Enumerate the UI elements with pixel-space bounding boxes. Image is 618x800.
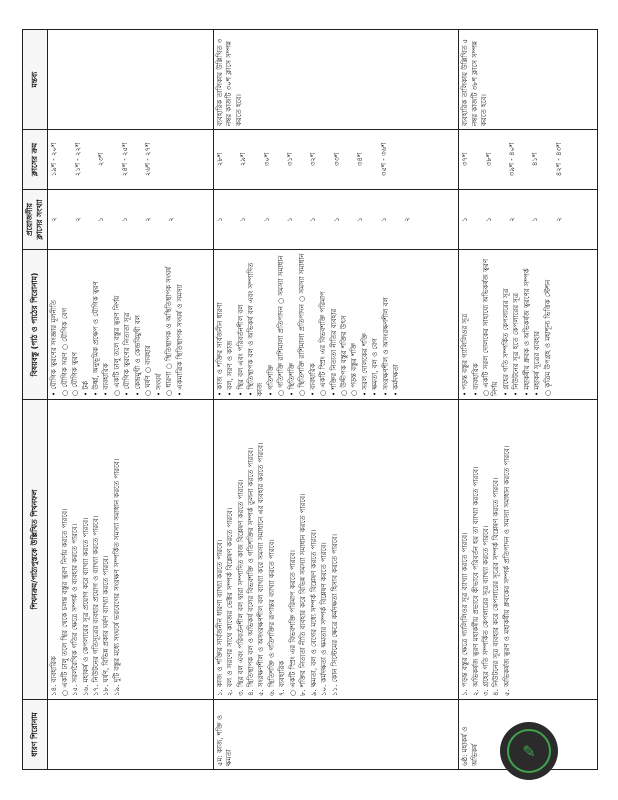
topic-item: • ব্যবহারিক [102, 363, 111, 396]
header-chapter: ধারণ শিরোনাম [23, 700, 48, 770]
periods-cell [459, 190, 598, 250]
class-number: ৪২শ - ৪৩শ [554, 142, 563, 177]
topic-item: • শক্তির নিত্যতা নীতির ব্যবহার [329, 308, 338, 396]
period-count: ২ [50, 217, 59, 222]
period-count: ২ [144, 217, 152, 222]
topic-item: • ব্যবহারিক [308, 363, 317, 396]
outcome-item: ১৭. নিউটনের গতিসূত্রের ব্যবহার প্রয়োগ ও ব্যাখ্যা করতে পারবে। [92, 515, 100, 696]
outcome-item: ১৯. দুটি বস্তুর মধ্যে সংঘর্ষে ভরবেগের সংরক্ষণ সম্পর্কিত সমস্যা সমাধান করতে পারবে। [112, 458, 121, 696]
class-number: ২৯শ [239, 152, 248, 167]
class-number: ৩৩শ [332, 152, 341, 167]
book-emblem-icon: ✎ [507, 729, 551, 773]
topic-item: ○ কৃত্রিম উপগ্রহ ও মহাশূন্য ভিত্তিক স্টেশন [543, 279, 552, 396]
period-count: ১ [262, 217, 271, 222]
topic-item: ○ গতিশক্তি রাশিমালা প্রতিপাদন ○ সমস্যা সমাধান [277, 255, 286, 396]
class-number: ২১শ - ২২শ [73, 142, 82, 177]
outcome-item: ২. অভিকর্ষজ ত্বরণ মহাকর্ষীয় প্রভাবে কীভাবে পরিবর্তন হয় তা ব্যাখ্যা করতে পারবে। [471, 466, 480, 696]
period-count: ২ [508, 217, 516, 222]
topics-cell [48, 250, 213, 400]
outcome-item: ১. কাজ ও শক্তির সার্বজনীন ধারণা ব্যাখ্যা করতে পারবে। [215, 539, 224, 696]
topic-item: • যৌগিক ত্বরণের নিত্যতা সূত্র [123, 312, 132, 396]
remark-text: ব্যবহারিক তালিকায় উল্লিখিত ৫ নম্বর কাজটি ৩৮শ ক্লাসে সম্পন্ন করতে হবে। [461, 38, 488, 126]
period-count: ১ [309, 217, 318, 222]
period-count: ১ [286, 217, 295, 222]
period-count: ১ [379, 217, 388, 222]
period-count: ২ [403, 217, 412, 222]
outcome-item: ৮. শক্তির নিত্যতা নীতি ব্যবহার করে বিভিন্ন সমস্যা সমাধান করতে পারবে। [299, 493, 308, 696]
topic-item: • পড়ন্ত বস্তুর গ্যালিলিওর সূত্র [461, 313, 470, 396]
lesson-plan-table [22, 29, 598, 770]
rotated-table-container [22, 30, 598, 770]
class-number: ৩৪শ [356, 152, 365, 167]
table-row [213, 30, 458, 770]
class-number: ৩৮শ [484, 152, 493, 167]
topic-item: • সরল দোলকের শক্তি [360, 333, 369, 396]
period-count: ১ [531, 217, 540, 222]
period-count: ১ [239, 217, 248, 222]
periods-cell [48, 190, 213, 250]
remark-text: ব্যবহারিক তালিকায় উল্লিখিত ৩ নম্বর কাজটি ৩০শ ক্লাসে সম্পন্ন করতে হবে। [215, 38, 243, 126]
topic-item: ○ ঘর্ষণ ○ ব্যবহার [144, 345, 153, 396]
outcome-item: ১. পড়ন্ত বস্তুর ক্ষেত্রে গ্যালিলিওর সূত্র ব্যাখ্যা করতে পারবে। [461, 532, 470, 696]
outcome-item: ৭. ব্যবহারিক [278, 660, 287, 696]
outcome-item: ৫. সংরক্ষণশীল ও অসংরক্ষণশীল বল ব্যাখ্যা করে সমস্যা সমাধানে এর ব্যবহার করতে পারবে। [257, 442, 266, 696]
remarks-cell [459, 30, 598, 130]
header-remarks: মন্তব্য [23, 30, 48, 130]
topic-item: • কর্মদক্ষতা [392, 364, 401, 396]
header-periods: প্রয়োজনীয় ক্লাসের সংখ্যা [23, 190, 48, 250]
period-count: ১ [461, 217, 470, 222]
topic-item: • ব্যবহারিক [471, 363, 480, 396]
period-count: ১ [97, 217, 106, 222]
class-no-cell [48, 130, 213, 190]
class-no-cell [213, 130, 458, 190]
topic-item: • টর্ক [81, 380, 90, 396]
topics-cell [459, 250, 598, 400]
outcome-item: ১৫. সরলরৈখিক গতির ক্ষেত্রে সম্পর্ক ও ব্যবহার করতে পারবে। [71, 523, 80, 696]
table-row [48, 30, 213, 770]
topic-item: • গ্রহের গতি সম্পর্কিত কেপলারের সূত্র [501, 288, 510, 396]
class-number: ২৪শ - ২৫শ [120, 142, 129, 177]
chapter-cell [48, 700, 213, 770]
class-number: ৩২শ [309, 152, 318, 167]
class-number: ১৯শ - ২০শ [50, 142, 59, 177]
outcome-item: ২. বল ও সরণের সাথে কাজের ভেক্টর সম্পর্ক বিশ্লেষণ করতে পারবে। [226, 507, 235, 696]
periods-cell [213, 190, 458, 250]
period-count: ১ [356, 217, 365, 222]
topic-item: ○ একটি সরল দোলকের সাহায্যে অভিকর্ষজ ত্বরণ নির্ণয় [482, 258, 500, 396]
topic-item: • নিউটনের সূত্র হতে কেপলারের সূত্র [512, 292, 521, 396]
class-number: ৩৯শ - ৪০শ [508, 142, 516, 177]
outcome-item: ১০. কর্মদক্ষতা ও ক্ষমতার সম্পর্ক বিশ্লেষণ করতে পারবে। [320, 542, 329, 696]
outcome-item: ১৬. মহাকর্ষ ও কেপলারের সূত্র প্রয়োগ করে ব্যাখ্যা করতে পারবে। [81, 517, 90, 696]
topic-item: • স্থিতিস্থাপক বল ও অভিকর্ষ বল এবং সম্পাদিত কাজ [247, 262, 265, 396]
topic-item: • সংরক্ষণশীল ও অসংরক্ষণশীল বল [381, 297, 390, 396]
topic-item: ○ যৌগিক সরণ ○ যৌগিক বেগ [60, 307, 69, 396]
outcome-item: ○ একটি স্প্রিং এর বিভবশক্তি পরিমাপ করতে পারবে। [288, 550, 297, 696]
header-outcomes: শিখনক্রম/পাঠ্যপুস্তকে উল্লিখিত শিখনফল [23, 400, 48, 700]
class-number: ২৬শ - ২৭শ [144, 142, 152, 177]
rotated-page [22, 30, 598, 770]
outcome-item: ১৮. ঘর্ষণ, বিভিন্ন প্রকার ঘর্ষণ ব্যাখ্যা করতে পারবে। [102, 555, 111, 696]
period-count: ২ [167, 217, 176, 222]
class-number: ৪১শ [531, 152, 540, 167]
topic-item: ○ যৌগিক ত্বরণ [71, 352, 80, 396]
outcome-item: ৪. নিউটনের সূত্র ব্যবহার করে কেপলারের সূত্রের সম্পর্ক বিশ্লেষণ করতে পারবে। [492, 477, 501, 696]
period-count: ১ [215, 217, 224, 222]
topic-item: • যৌগিক ত্বরণের সংজ্ঞার মূলনীতি [50, 300, 59, 396]
topic-item: ○ পড়ন্ত বস্তুর শক্তি [350, 342, 359, 396]
class-number: ২৮শ [215, 152, 224, 167]
header-topics: বিষয়বস্তু (পাঠ ও পাঠের শিরোনাম) [23, 250, 48, 400]
topic-item: • গতিশক্তি [266, 364, 275, 396]
outcome-item: ○ একটি ঢালু তলে স্থির থেকে চলন্ত বস্তুর ত্বরণ নির্ণয় করতে পারবে। [60, 508, 69, 696]
outcome-item: ৫. অভিকর্ষজ ত্বরণ ও মহাকর্ষীয় ধ্রুবকের সম্পর্ক প্রতিপাদন ও সমস্যা সমাধান করতে পারবে। [502, 445, 511, 696]
topic-item: • স্থির বল এবং পরিবর্তনশীল বল [236, 304, 245, 396]
topic-item: • মহাকর্ষীয় ধ্রুবক ও অভিকর্ষজ ত্বরণের সম্পর্ক [522, 268, 531, 396]
topic-item: • কাজ ও শক্তির সার্বজনীন ধারণা [215, 302, 224, 396]
chapter-title: ৫ম: কাজ, শক্তি ও ক্ষমতা [215, 715, 234, 766]
table-header-row [23, 30, 48, 770]
emblem-logo [500, 722, 558, 780]
outcome-item: ৪. স্থিতিস্থাপক বল ও অভিকর্ষ বলের বিভবশক্তি ও গতিশক্তির সম্পর্ক তুলনা করতে পারবে। [247, 447, 256, 696]
outcome-item: ৯. ক্ষমতা, বল ও বেগের মধ্যে সম্পর্ক বিশ্লেষণ করতে পারবে। [309, 529, 318, 696]
topic-item: • মহাকর্ষ সূত্রের ব্যবহার [533, 331, 542, 396]
class-number: ৩১শ [286, 152, 295, 167]
outcome-item: ১৪. ব্যবহারিক [50, 656, 59, 696]
table-body [48, 30, 598, 770]
chapter-cell [213, 700, 458, 770]
outcome-item: ৬. স্থিতিশক্তি ও গতিশক্তির রূপান্তর ব্যাখ্যা করতে পারবে। [267, 539, 276, 696]
period-count: ১ [484, 217, 493, 222]
topic-item: • উর্ধ্ব, অনুভূমিক প্রক্ষেপ ও যৌগিক ত্বরণ [92, 281, 100, 396]
class-number: ৩০শ [262, 152, 271, 167]
period-count: ১ [120, 217, 129, 222]
period-count: ২ [554, 217, 563, 222]
topics-cell [213, 250, 458, 400]
topic-item: ○ উদ্দীপক বস্তুর শক্তির উৎস [339, 315, 348, 396]
outcomes-cell [213, 400, 458, 700]
class-number: ৩৭শ [461, 152, 470, 167]
remarks-cell [213, 30, 458, 130]
topic-item: • সংঘর্ষ [154, 373, 163, 396]
topic-item: ○ ধারণা ○ স্থিতিস্থাপক ও অস্থিতিস্থাপক সংঘর্ষ [165, 266, 174, 396]
period-count: ২ [73, 217, 82, 222]
chapter-title: ৬ষ্ঠ: মহাকর্ষ ও অভিকর্ষ [461, 726, 479, 766]
topic-item: • একমাত্রিক স্থিতিস্থাপক সংঘর্ষ ও সমস্যা [175, 284, 184, 396]
topic-item: ○ একটি ঢালু তলে বস্তুর ত্বরণ নির্ণয় [112, 295, 121, 396]
outcome-item: ১১. কোন সিস্টেমের ক্ষেত্রে কর্মদক্ষতা হিসাব করতে পারবে। [330, 534, 339, 696]
period-count: ১ [332, 217, 341, 222]
outcomes-cell [459, 400, 598, 700]
header-class-no: ক্লাসের ক্রম [23, 130, 48, 190]
topic-item: ○ একটি স্প্রিং এর বিভবশক্তি পরিমাপ [319, 291, 328, 396]
topic-item: ○ স্থিতিশক্তি রাশিমালা প্রতিপাদন ○ সমস্যা সমাধান [298, 253, 307, 396]
topic-item: • কেন্দ্রমুখী ও কেন্দ্রবিমুখী বল [133, 315, 142, 396]
outcomes-cell [48, 400, 213, 700]
topic-item: • বল, সরণ ও কাজ [226, 340, 235, 396]
class-no-cell [459, 130, 598, 190]
class-number: ৩৫শ - ৩৬শ [379, 142, 388, 177]
table-row [459, 30, 598, 770]
class-number: ২৩শ [97, 152, 106, 167]
outcome-item: ৩. স্থির বল এবং পরিবর্তনশীল বল দ্বারা সম্পাদিত কাজ বিশ্লেষণ করতে পারবে। [236, 479, 245, 696]
remarks-cell [48, 30, 213, 130]
topic-item: • স্থিতিশক্তি [287, 362, 296, 396]
outcome-item: ৩. গ্রহের গতি সম্পর্কিত কেপলারের সূত্র ব্যাখ্যা করতে পারবে। [482, 525, 490, 696]
topic-item: • ক্ষমতা, বল ও বেগ [371, 338, 380, 396]
